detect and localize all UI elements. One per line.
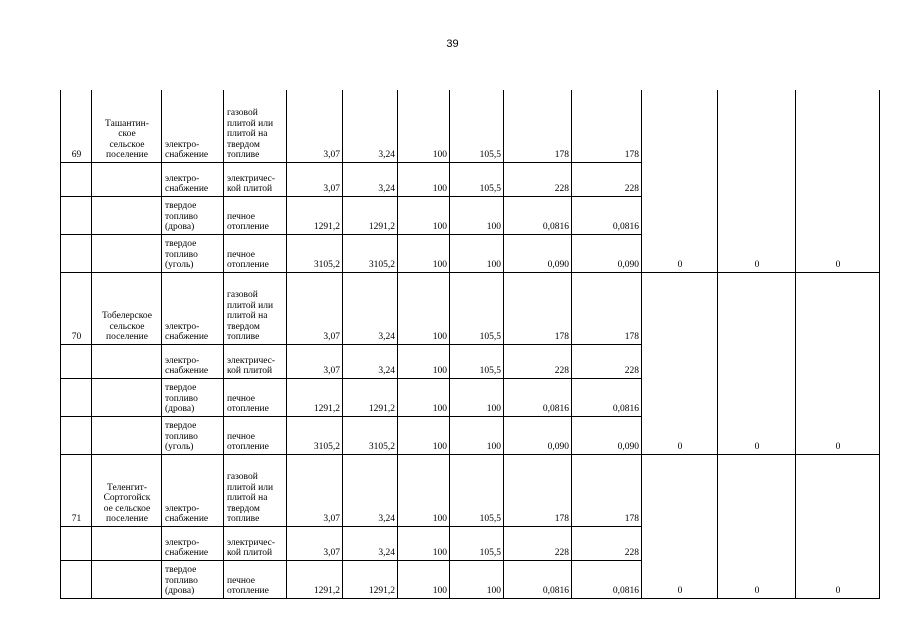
percent-2: 105,5 — [450, 454, 504, 526]
percent-2: 105,5 — [450, 272, 504, 344]
row-number — [61, 526, 92, 560]
percent-2: 105,5 — [450, 162, 504, 196]
table-row — [61, 90, 880, 162]
tariff-value-2: 3,24 — [343, 454, 398, 526]
extra-value: 0 — [718, 272, 796, 454]
row-number: 69 — [61, 90, 92, 162]
tariff-value-1: 3,07 — [287, 162, 343, 196]
row-number — [61, 196, 92, 234]
extra-value: 0 — [642, 272, 718, 454]
row-number: 70 — [61, 272, 92, 344]
page-number: 39 — [446, 38, 459, 50]
heating-method: электричес- кой плитой — [224, 526, 287, 560]
row-number: 71 — [61, 454, 92, 526]
tariff-value-1: 1291,2 — [287, 560, 343, 598]
settlement-name: Теленгит- Сортогойск ое сельское поселение — [92, 454, 162, 526]
norm-value-1: 228 — [504, 162, 572, 196]
percent-1: 100 — [398, 378, 450, 416]
tariff-value-2: 3105,2 — [343, 234, 398, 272]
tariff-value-1: 1291,2 — [287, 378, 343, 416]
norm-value-2: 0,0816 — [572, 378, 642, 416]
table-row — [61, 272, 880, 344]
norm-value-2: 228 — [572, 344, 642, 378]
norm-value-2: 0,090 — [572, 416, 642, 454]
norm-value-1: 0,0816 — [504, 196, 572, 234]
tariff-value-1: 3,07 — [287, 454, 343, 526]
heating-method: печное отопление — [224, 560, 287, 598]
heating-method: газовой плитой или плитой на твердом топливе — [224, 90, 287, 162]
settlement-name — [92, 234, 162, 272]
resource-type: электро- снабжение — [162, 526, 224, 560]
resource-type: твердое топливо (уголь) — [162, 234, 224, 272]
norm-value-1: 178 — [504, 272, 572, 344]
extra-value: 0 — [796, 454, 880, 598]
norm-value-2: 0,0816 — [572, 560, 642, 598]
table-body — [61, 90, 880, 598]
resource-type: электро- снабжение — [162, 344, 224, 378]
percent-2: 100 — [450, 560, 504, 598]
resource-type: твердое топливо (дрова) — [162, 378, 224, 416]
tariff-value-2: 1291,2 — [343, 196, 398, 234]
percent-1: 100 — [398, 234, 450, 272]
row-number — [61, 344, 92, 378]
heating-method: электричес- кой плитой — [224, 344, 287, 378]
tariff-value-2: 3,24 — [343, 162, 398, 196]
settlement-name — [92, 378, 162, 416]
percent-1: 100 — [398, 272, 450, 344]
tariff-value-1: 3105,2 — [287, 234, 343, 272]
percent-1: 100 — [398, 526, 450, 560]
extra-value: 0 — [642, 90, 718, 272]
settlement-name — [92, 196, 162, 234]
percent-1: 100 — [398, 416, 450, 454]
tariff-value-2: 1291,2 — [343, 378, 398, 416]
tariff-value-1: 3,07 — [287, 344, 343, 378]
resource-type: твердое топливо (уголь) — [162, 416, 224, 454]
norm-value-1: 0,090 — [504, 234, 572, 272]
heating-method: электричес- кой плитой — [224, 162, 287, 196]
tariff-table — [60, 90, 880, 599]
percent-1: 100 — [398, 560, 450, 598]
resource-type: твердое топливо (дрова) — [162, 196, 224, 234]
resource-type: электро- снабжение — [162, 162, 224, 196]
row-number — [61, 378, 92, 416]
settlement-name — [92, 344, 162, 378]
norm-value-1: 178 — [504, 454, 572, 526]
percent-2: 105,5 — [450, 344, 504, 378]
extra-value: 0 — [796, 90, 880, 272]
extra-value: 0 — [642, 454, 718, 598]
tariff-value-2: 3,24 — [343, 272, 398, 344]
norm-value-2: 0,0816 — [572, 196, 642, 234]
percent-2: 100 — [450, 378, 504, 416]
settlement-name — [92, 416, 162, 454]
tariff-value-1: 3,07 — [287, 272, 343, 344]
norm-value-1: 178 — [504, 90, 572, 162]
percent-1: 100 — [398, 344, 450, 378]
extra-value: 0 — [718, 454, 796, 598]
row-number — [61, 560, 92, 598]
tariff-value-2: 3,24 — [343, 90, 398, 162]
tariff-value-2: 3,24 — [343, 344, 398, 378]
norm-value-2: 228 — [572, 162, 642, 196]
percent-2: 100 — [450, 234, 504, 272]
tariff-value-2: 3105,2 — [343, 416, 398, 454]
heating-method: газовой плитой или плитой на твердом топливе — [224, 454, 287, 526]
norm-value-2: 178 — [572, 454, 642, 526]
resource-type: электро- снабжение — [162, 454, 224, 526]
table-row — [61, 454, 880, 526]
percent-2: 105,5 — [450, 526, 504, 560]
extra-value: 0 — [718, 90, 796, 272]
resource-type: электро- снабжение — [162, 90, 224, 162]
heating-method: печное отопление — [224, 378, 287, 416]
norm-value-1: 0,090 — [504, 416, 572, 454]
norm-value-1: 0,0816 — [504, 378, 572, 416]
percent-2: 100 — [450, 416, 504, 454]
extra-value: 0 — [796, 272, 880, 454]
heating-method: газовой плитой или плитой на твердом топливе — [224, 272, 287, 344]
norm-value-2: 228 — [572, 526, 642, 560]
settlement-name — [92, 526, 162, 560]
tariff-value-1: 3,07 — [287, 90, 343, 162]
settlement-name — [92, 560, 162, 598]
settlement-name: Ташантин- ское сельское поселение — [92, 90, 162, 162]
tariff-value-1: 3105,2 — [287, 416, 343, 454]
percent-2: 105,5 — [450, 90, 504, 162]
tariff-value-2: 1291,2 — [343, 560, 398, 598]
row-number — [61, 162, 92, 196]
tariff-value-1: 3,07 — [287, 526, 343, 560]
norm-value-2: 0,090 — [572, 234, 642, 272]
norm-value-1: 228 — [504, 526, 572, 560]
heating-method: печное отопление — [224, 196, 287, 234]
norm-value-2: 178 — [572, 90, 642, 162]
percent-2: 100 — [450, 196, 504, 234]
resource-type: твердое топливо (дрова) — [162, 560, 224, 598]
percent-1: 100 — [398, 90, 450, 162]
norm-value-1: 228 — [504, 344, 572, 378]
resource-type: электро- снабжение — [162, 272, 224, 344]
row-number — [61, 234, 92, 272]
tariff-value-1: 1291,2 — [287, 196, 343, 234]
settlement-name — [92, 162, 162, 196]
percent-1: 100 — [398, 162, 450, 196]
norm-value-2: 178 — [572, 272, 642, 344]
percent-1: 100 — [398, 196, 450, 234]
heating-method: печное отопление — [224, 234, 287, 272]
tariff-value-2: 3,24 — [343, 526, 398, 560]
row-number — [61, 416, 92, 454]
percent-1: 100 — [398, 454, 450, 526]
norm-value-1: 0,0816 — [504, 560, 572, 598]
heating-method: печное отопление — [224, 416, 287, 454]
settlement-name: Тобелерское сельское поселение — [92, 272, 162, 344]
